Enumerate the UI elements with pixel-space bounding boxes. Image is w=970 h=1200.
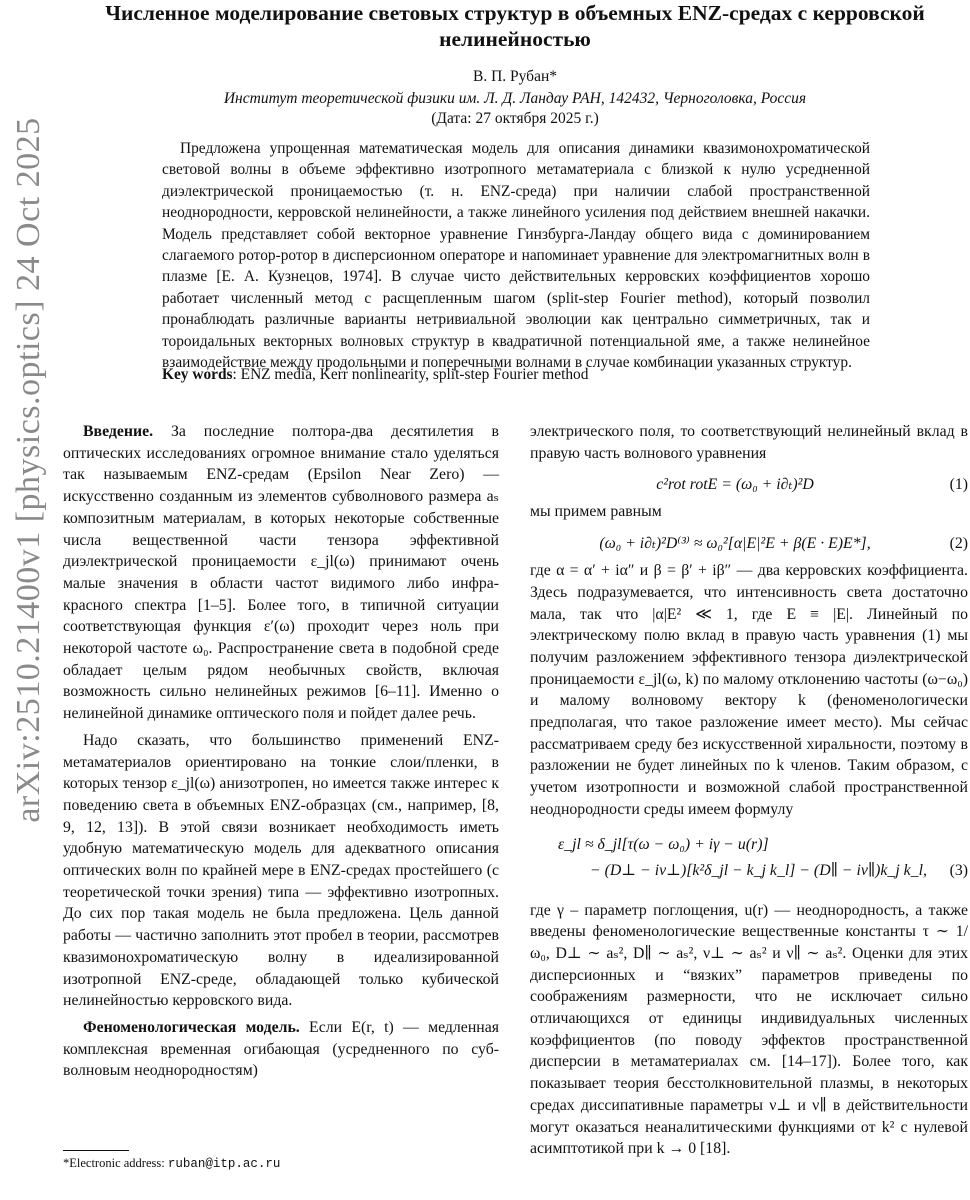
equation-2 (530, 528, 968, 560)
affiliation: Институт теоретической физики им. Л. Д. Ландау РАН, 142432, Черноголовка, Россия (223, 90, 807, 107)
intro-text-1: За последние полтора-два десятилетия в оптических исследованиях огромное внимание стало уделяться так называемым ENZ-средам (Epsilon Near Zero) — искусственно созданным из элементов субволнового размера aₛ композитным материалам, в которых некоторые собственные числа вещественной части тензора эффективной диэлектрической проницаемости ε_jl(ω) принимают очень малые значения в области частот видимого либо инфра-красного спектра [1–5]. Более того, в типичной ситуации соответствующая функция ε′(ω) проходит через ноль при некоторой частоте ω₀. Распространение света в подобной среде обладает целым рядом необычных свойств, включая возможность сильно нелинейных режимов [6–11]. Именно о нелинейной динамике оптического поля и пойдет далее речь. (63, 423, 499, 723)
equation-2-body: (ω₀ + i∂ₜ)²D⁽³⁾ ≈ ω₀²[α|E|²E + β(E · E)E*], (599, 535, 871, 553)
arxiv-stamp: arXiv:2510.21400v1 [physics.optics] 24 Oct 2025 (10, 117, 47, 823)
equation-3-line-2: − (D⊥ − iν⊥)[k²δ_jl − k_j k_l] − (D∥ − iν∥)k_j k_l, (590, 861, 927, 879)
author: В. П. Рубан* (472, 68, 557, 85)
abstract: Предложена упрощенная математическая модель для описания динамики квазимонохроматической световой волны в объеме эффективно изотропного метаматериала с близкой к нулю усредненной диэлектрической проницаемостью (т. н. ENZ-среда) при наличии слабой пространственной неоднородности, керровской нелинейности, а также линейного усиления под действием внешней накачки. Модель представляет собой векторное уравнение Гинзбурга-Ландау общего вида с доминированием слагаемого ротор-ротор в дисперсионном операторе и напоминает уравнение для электромагнитных волн в плазме [Е. А. Кузнецов, 1974]. В случае чисто действительных керровских коэффициентов хорошо работает численный метод с расщепленным шагом (split-step Fourier method), который позволил пронаблюдать различные варианты нетривиальной эволюции как центрально симметричных, так и тороидальных векторных волновых структур в квадратичной потенциальной яме, а также нелинейное взаимодействие между продольными и поперечными волнами в случае комбинации указанных структур. (162, 140, 870, 372)
paper-title: Численное моделирование световых структур в объемных ENZ-средах с керровской нелинейностью (105, 1, 925, 51)
footnote-label: *Electronic address: (63, 1156, 168, 1170)
equation-1-body: c²rot rotE = (ω₀ + i∂ₜ)²D (656, 476, 814, 494)
right-column (530, 421, 968, 1165)
arxiv-stamp-container (6, 117, 52, 823)
keywords-text: : ENZ media, Kerr nonlinearity, split-step Fourier method (232, 366, 589, 383)
equation-3-line-1: ε_jl ≈ δ_jl[τ(ω − ω₀) + iγ − u(r)] (558, 835, 769, 853)
intro-heading: Введение. (83, 423, 154, 440)
equation-2-number: (2) (949, 535, 968, 553)
equation-3 (530, 826, 968, 900)
right-paragraph-1: электрического поля, то соответствующий нелинейный вклад в правую часть волнового уравнения (530, 423, 968, 462)
equation-3-number: (3) (949, 861, 968, 879)
intro-paragraph-1 (63, 421, 499, 725)
right-paragraph-3: где α = α′ + iα″ и β = β′ + iβ″ — два керровских коэффициента. Здесь подразумевается, что интенсивность света достаточно мала, так что |α|E² ≪ 1, где E ≡ |E|. Линейный по электрическому полю вклад в правую часть уравнения (1) мы получим разложением эффективного тензора диэлектрической проницаемости ε_jl(ω, k) по малому отклонению частоты (ω−ω₀) и малому волновому вектору k (феноменологически предполагая, что такое разложение имеет место). Мы сейчас рассматриваем среду без искусственной хиральности, поэтому в разложении не будет линейных по k членов. Таким образом, с учетом изотропности и возможной слабой пространственной неоднородности среды имеем формулу (530, 562, 968, 818)
pheno-heading: Феноменологическая модель. (83, 1018, 300, 1036)
footnote-rule (63, 1150, 129, 1151)
intro-paragraph-2: Надо сказать, что большинство применений ENZ-метаматериалов ориентировано на тонкие слои/пленки, в которых тензор ε_jl(ω) анизотропен, но имеется также интерес к поведению света в объемных ENZ-образцах (см., например, [8, 9, 12, 13]). В этой связи возникает необходимость иметь удобную математическую модель для адекватного описания оптических волн по крайней мере в ENZ-средах простейшего (с теоретической точки зрения) типа — эффективно изотропных. До сих пор такая модель не была предложена. Цель данной работы — частично заполнить этот пробел в теории, рассмотрев квазимонохроматическую волну в идеализированной изотропной ENZ-среде, обладающей только кубической нелинейностью керровского вида. (63, 731, 499, 1010)
right-paragraph-2: мы примем равным (530, 503, 662, 521)
pheno-text: Если E(r, t) — медленная комплексная временная огибающая (усредненного по суб-волновым неоднородностям) (63, 1018, 499, 1080)
left-column (63, 421, 499, 1087)
date: (Дата: 27 октября 2025 г.) (431, 110, 599, 127)
keywords (162, 364, 870, 385)
footnote-email[interactable]: ruban@itp.ac.ru (167, 1157, 281, 1171)
keywords-label: Key words (162, 366, 233, 383)
pheno-paragraph (63, 1017, 499, 1082)
equation-1-number: (1) (949, 476, 968, 494)
right-paragraph-4: где γ – параметр поглощения, u(r) — неоднородность, а также введены феноменологические вещественные константы τ ∼ 1/ω₀, D⊥ ∼ aₛ², D∥ ∼ aₛ², ν⊥ ∼ aₛ² и ν∥ ∼ aₛ². Оценки для этих дисперсионных и “вязких” параметров приведены по соображениям размерности, что не исключает сильно отличающихся от единицы индивидуальных численных коэффициентов (по поводу эффектов пространственной дисперсии в метаматериалах см. [14–17]). Более того, как показывает теория бесстолкновительной плазмы, в некоторых средах диссипативные параметры ν⊥ и ν∥ в действительности могут оказаться неаналитическими функциями от k² с нулевой асимптотикой при k → 0 [18]. (530, 901, 968, 1158)
equation-1 (530, 469, 968, 501)
footnote (63, 1155, 280, 1172)
